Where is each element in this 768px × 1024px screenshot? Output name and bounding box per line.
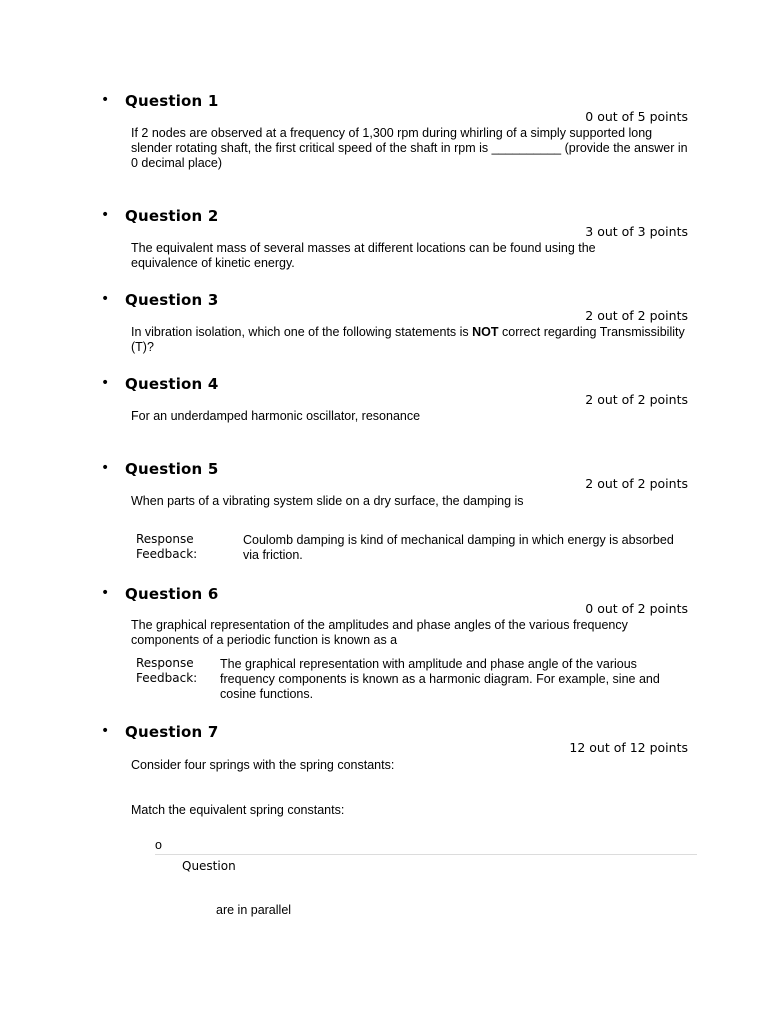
question-text: [131, 325, 696, 355]
question-text: The graphical representation of the amplitudes and phase angles of the various frequency components of a periodic function is known as a: [131, 618, 628, 647]
bullet-icon: •: [101, 92, 110, 108]
question-title: Question 7: [125, 723, 219, 741]
question-text: For an underdamped harmonic oscillator, resonance: [131, 409, 421, 423]
bullet-icon: •: [101, 460, 110, 476]
feedback-label: Response Feedback:: [136, 656, 198, 685]
question-title: Question 3: [125, 291, 219, 309]
question-title: Question 2: [125, 207, 219, 225]
question-points: 2 out of 2 points: [585, 308, 688, 323]
question-text-emphasis: NOT: [472, 325, 499, 339]
match-question-label: Question: [182, 859, 236, 873]
question-title: Question 4: [125, 375, 219, 393]
bullet-icon: •: [101, 723, 110, 739]
question-text-start: In vibration isolation, which one of the following statements is: [131, 325, 473, 339]
match-item-text: are in parallel: [216, 903, 292, 917]
question-points: 3 out of 3 points: [585, 224, 688, 239]
bullet-icon: •: [101, 207, 110, 223]
question-points: 2 out of 2 points: [585, 392, 688, 407]
bullet-icon: •: [101, 375, 110, 391]
divider: [155, 854, 697, 855]
question-points: 0 out of 5 points: [585, 109, 688, 124]
feedback-label: Response Feedback:: [136, 532, 198, 561]
question-points: 2 out of 2 points: [585, 476, 688, 491]
bullet-icon: •: [101, 585, 110, 601]
question-text: When parts of a vibrating system slide on a dry surface, the damping is: [131, 494, 524, 508]
question-points: 12 out of 12 points: [569, 740, 688, 755]
question-instruction: Match the equivalent spring constants:: [131, 803, 345, 817]
question-text: The equivalent mass of several masses at different locations can be found using the equivalence of kinetic energy.: [131, 241, 596, 270]
bullet-icon: •: [101, 291, 110, 307]
sub-bullet-icon: o: [155, 838, 162, 852]
feedback-text: The graphical representation with amplitude and phase angle of the various frequency components is known as a harmonic diagram. For example, sine and cosine functions.: [220, 657, 660, 701]
question-text: If 2 nodes are observed at a frequency of 1,300 rpm during whirling of a simply supported long slender rotating shaft, the first critical speed of the shaft in rpm is __________ (provide the answer in 0 decimal place): [131, 126, 688, 170]
question-title: Question 5: [125, 460, 219, 478]
question-text-end: correct regarding Transmissibility (T)?: [131, 325, 685, 354]
feedback-text: Coulomb damping is kind of mechanical damping in which energy is absorbed via friction.: [243, 533, 674, 562]
question-text: Consider four springs with the spring constants:: [131, 758, 395, 772]
question-title: Question 6: [125, 585, 219, 603]
question-title: Question 1: [125, 92, 219, 110]
question-points: 0 out of 2 points: [585, 601, 688, 616]
